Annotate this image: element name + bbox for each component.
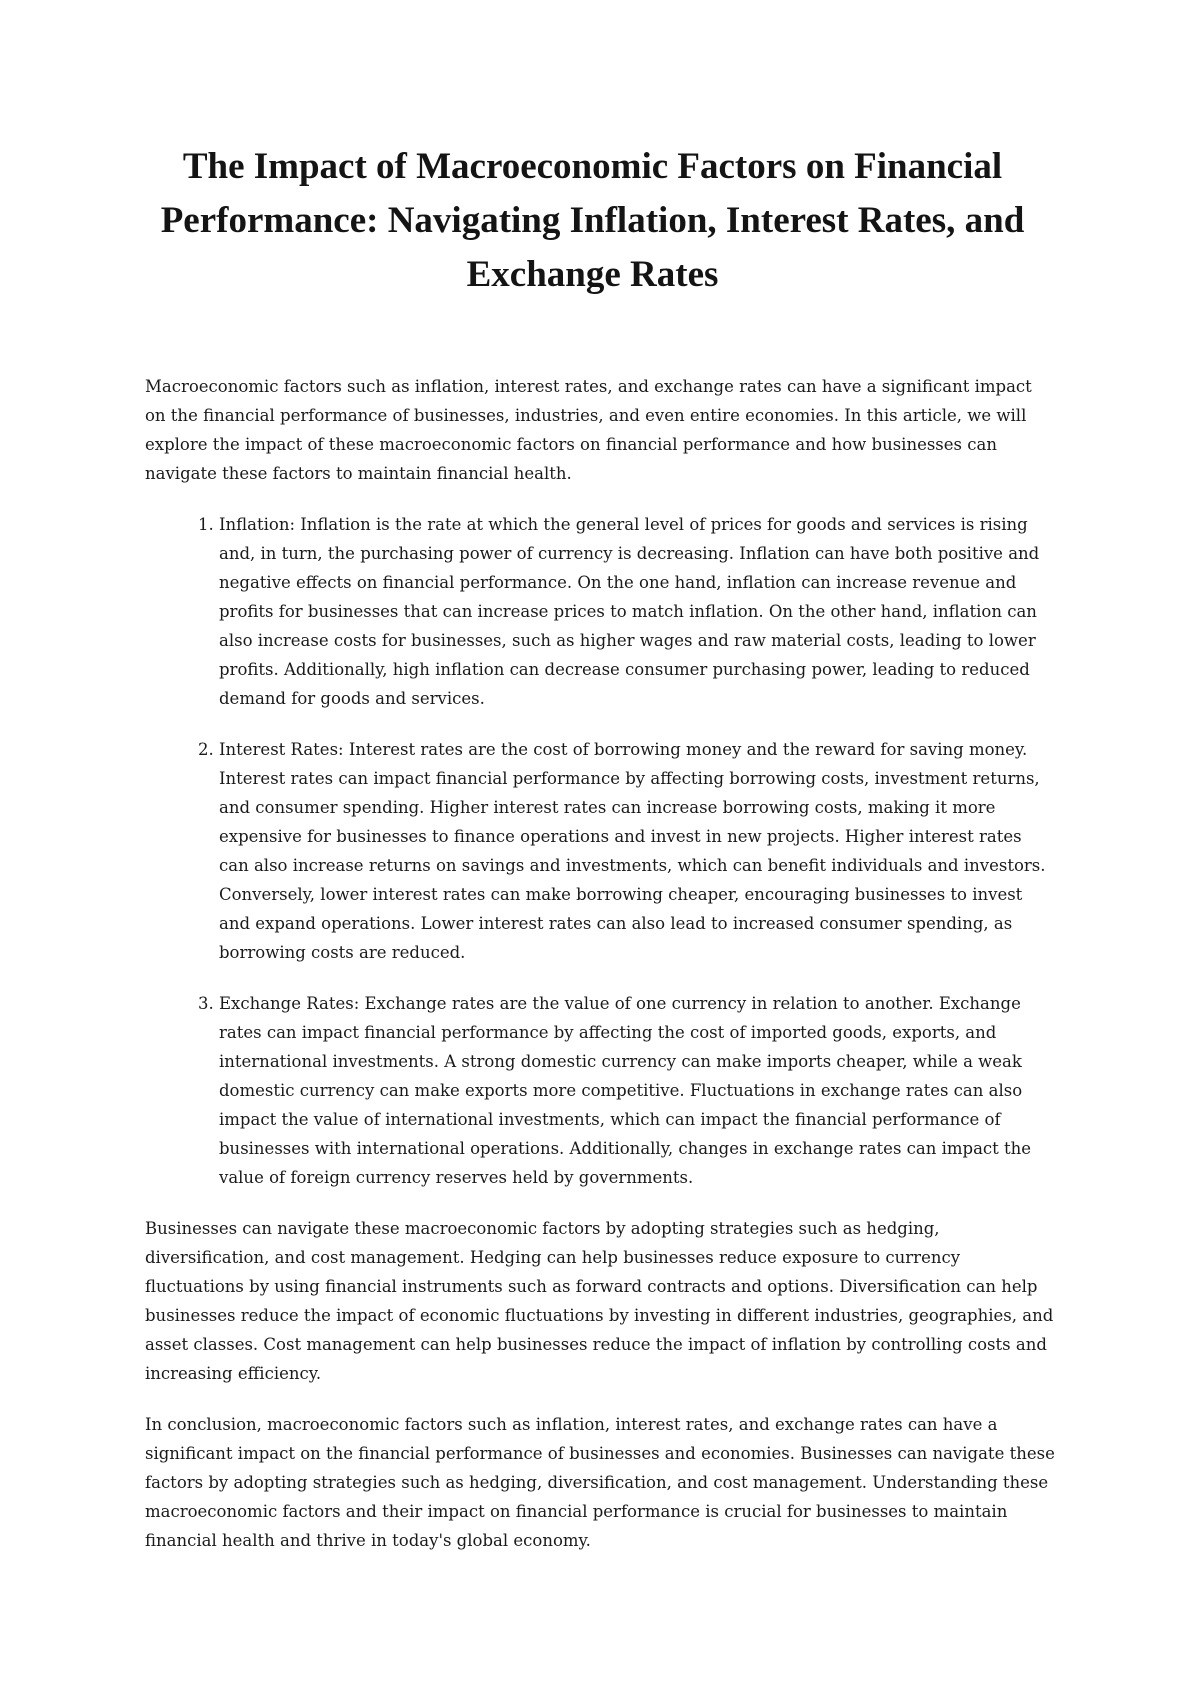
list-item-interest-rates: 2. Interest Rates: Interest rates are the cost of borrowing money and the reward for saving money. Interest rates can impact financial performance by affecting borrowing costs, investment returns, and consumer spending. Higher interest rates can increase borrowing costs, making it more expensive for businesses to finance operations and invest in new projects. Higher interest rates can also increase returns on savings and investments, which can benefit individuals and investors. Conversely, lower interest rates can make borrowing cheaper, encouraging businesses to invest and expand operations. Lower interest rates can also lead to increased consumer spending, as borrowing costs are reduced.	[219, 735, 1055, 967]
factor-list	[145, 510, 1055, 1192]
list-item-inflation: 1. Inflation: Inflation is the rate at which the general level of prices for goods and services is rising and, in turn, the purchasing power of currency is decreasing. Inflation can have both positive and negative effects on financial performance. On the one hand, inflation can increase revenue and profits for businesses that can increase prices to match inflation. On the other hand, inflation can also increase costs for businesses, such as higher wages and raw material costs, leading to lower profits. Additionally, high inflation can decrease consumer purchasing power, leading to reduced demand for goods and services.	[219, 510, 1055, 713]
page-title: The Impact of Macroeconomic Factors on Financial Performance: Navigating Inflation, Interest Rates, and Exchange Rates	[160, 146, 1025, 295]
list-item-exchange-rates: 3. Exchange Rates: Exchange rates are the value of one currency in relation to another. Exchange rates can impact financial performance by affecting the cost of imported goods, exports, and international investments. A strong domestic currency can make imports cheaper, while a weak domestic currency can make exports more competitive. Fluctuations in exchange rates can also impact the value of international investments, which can impact the financial performance of businesses with international operations. Additionally, changes in exchange rates can impact the value of foreign currency reserves held by governments.	[219, 989, 1055, 1192]
strategies-paragraph: Businesses can navigate these macroeconomic factors by adopting strategies such as hedging, diversification, and cost management. Hedging can help businesses reduce exposure to currency fluctuations by using financial instruments such as forward contracts and options. Diversification can help businesses reduce the impact of economic fluctuations by investing in different industries, geographies, and asset classes. Cost management can help businesses reduce the impact of inflation by controlling costs and increasing efficiency.	[145, 1219, 1054, 1383]
conclusion-paragraph: In conclusion, macroeconomic factors such as inflation, interest rates, and exchange rates can have a significant impact on the financial performance of businesses and economies. Businesses can navigate these factors by adopting strategies such as hedging, diversification, and cost management. Understanding these macroeconomic factors and their impact on financial performance is crucial for businesses to maintain financial health and thrive in today's global economy.	[145, 1415, 1055, 1550]
intro-paragraph: Macroeconomic factors such as inflation, interest rates, and exchange rates can have a significant impact on the financial performance of businesses, industries, and even entire economies. In this article, we will explore the impact of these macroeconomic factors on financial performance and how businesses can navigate these factors to maintain financial health.	[145, 377, 1032, 483]
